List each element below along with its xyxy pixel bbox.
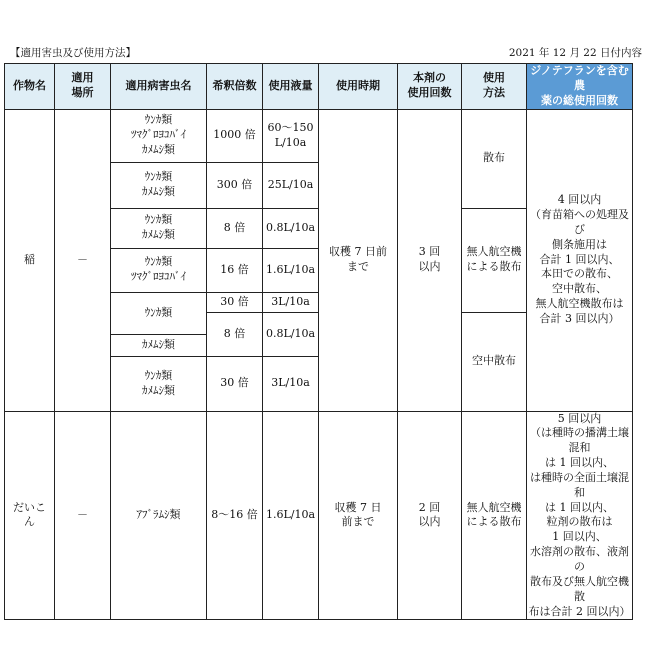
volume-cell: 1.6L/10a (263, 411, 319, 620)
dilution-cell: 30 倍 (207, 292, 263, 312)
dilution-cell: 16 倍 (207, 248, 263, 292)
timing-cell: 収穫 7 日前 まで (319, 109, 398, 411)
pest-cell: ｶﾒﾑｼ類 (111, 334, 207, 356)
total-cell: 4 回以内 （育苗箱への処理及び 側条施用は 合計 1 回以内、 本田での散布、 空中散布、 無人航空機散布は 合計 3 回以内） (527, 109, 633, 411)
pest-cell: ｱﾌﾞﾗﾑｼ類 (111, 411, 207, 620)
col-total: ジノテフランを含む農 薬の総使用回数 (527, 64, 633, 110)
total-cell: 5 回以内 （は種時の播溝土壌混和 は 1 回以内、 は種時の全面土壌混和 は 1 回以内、 粒剤の散布は 1 回以内、 水溶剤の散布、液剤の 散布及び無人航空機散 布は合計 2 回以内） (527, 411, 633, 620)
dilution-cell: 30 倍 (207, 356, 263, 411)
date-note: 2021 年 12 月 22 日付内容 (508, 47, 642, 59)
col-volume: 使用液量 (263, 64, 319, 110)
volume-cell: 3L/10a (263, 356, 319, 411)
pest-cell: ｳﾝｶ類 ｶﾒﾑｼ類 (111, 208, 207, 248)
volume-cell: 3L/10a (263, 292, 319, 312)
pest-cell: ｳﾝｶ類 ﾂﾏｸﾞﾛﾖｺﾊﾞｲ (111, 248, 207, 292)
count-cell: 3 回 以内 (398, 109, 462, 411)
volume-cell: 25L/10a (263, 162, 319, 208)
crop-cell: 稲 (5, 109, 55, 411)
method-cell: 空中散布 (462, 312, 527, 411)
method-cell: 無人航空機 による散布 (462, 411, 527, 620)
dilution-cell: 8 倍 (207, 312, 263, 356)
header-row (5, 64, 633, 110)
col-count: 本剤の 使用回数 (398, 64, 462, 110)
place-cell: － (55, 109, 111, 411)
timing-cell: 収穫 7 日 前まで (319, 411, 398, 620)
table-row (5, 109, 633, 162)
method-cell: 無人航空機 による散布 (462, 208, 527, 312)
col-pest: 適用病害虫名 (111, 64, 207, 110)
volume-cell: 1.6L/10a (263, 248, 319, 292)
volume-cell: 0.8L/10a (263, 208, 319, 248)
section-title: 【適用害虫及び使用方法】 (10, 47, 136, 59)
pest-cell: ｳﾝｶ類 (111, 292, 207, 334)
pest-cell: ｳﾝｶ類 ﾂﾏｸﾞﾛﾖｺﾊﾞｲ ｶﾒﾑｼ類 (111, 109, 207, 162)
col-timing: 使用時期 (319, 64, 398, 110)
crop-cell: だいこ ん (5, 411, 55, 620)
col-dilution: 希釈倍数 (207, 64, 263, 110)
volume-cell: 0.8L/10a (263, 312, 319, 356)
dilution-cell: 1000 倍 (207, 109, 263, 162)
col-crop: 作物名 (5, 64, 55, 110)
col-method: 使用 方法 (462, 64, 527, 110)
place-cell: － (55, 411, 111, 620)
pest-cell: ｳﾝｶ類 ｶﾒﾑｼ類 (111, 356, 207, 411)
dilution-cell: 300 倍 (207, 162, 263, 208)
volume-cell: 60～150 L/10a (263, 109, 319, 162)
usage-table (4, 63, 633, 620)
count-cell: 2 回 以内 (398, 411, 462, 620)
table-row (5, 411, 633, 620)
pest-cell: ｳﾝｶ類 ｶﾒﾑｼ類 (111, 162, 207, 208)
dilution-cell: 8～16 倍 (207, 411, 263, 620)
dilution-cell: 8 倍 (207, 208, 263, 248)
col-place: 適用 場所 (55, 64, 111, 110)
method-cell: 散布 (462, 109, 527, 208)
